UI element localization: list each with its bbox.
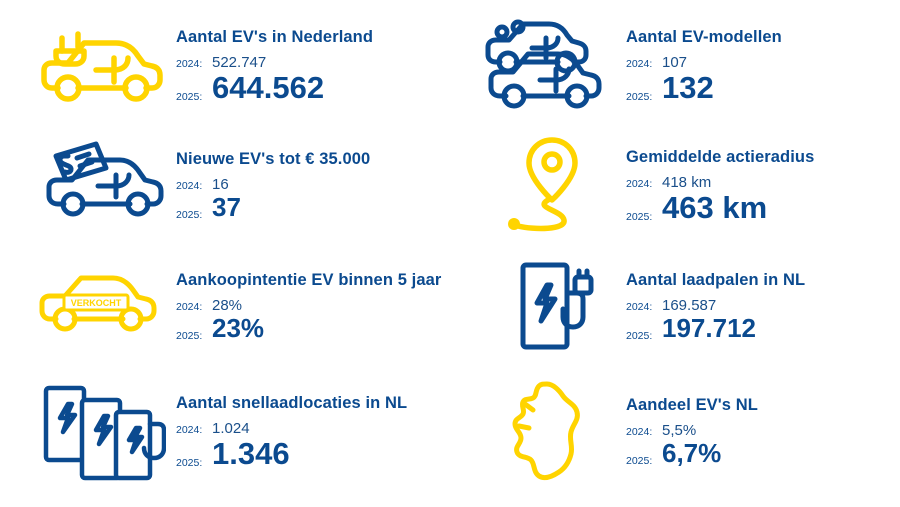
stat-cur-row <box>626 440 758 467</box>
stat-text <box>170 150 370 221</box>
stat-prev-row <box>176 420 407 437</box>
year-prev-label: 2024: <box>626 57 653 70</box>
year-cur-label: 2025: <box>176 208 203 221</box>
stat-cur-value: 6,7% <box>662 438 722 469</box>
stat-cur-value: 37 <box>212 192 241 223</box>
stat-prev-row <box>176 297 441 314</box>
year-prev-label: 2024: <box>626 177 653 190</box>
stat-title: Aandeel EV's NL <box>626 396 758 415</box>
stat-cur-value: 463 km <box>662 189 768 225</box>
route-pin-icon <box>480 132 620 240</box>
stat-prev-value: 169.587 <box>662 297 717 315</box>
stat-title: Gemiddelde actieradius <box>626 147 815 166</box>
stat-prev-row <box>176 54 373 71</box>
year-prev-label: 2024: <box>626 426 653 439</box>
stat-title: Aantal laadpalen in NL <box>626 271 806 290</box>
stat-text <box>170 394 407 471</box>
year-cur-label: 2025: <box>626 329 653 342</box>
stat-text <box>170 271 441 342</box>
stat-cur-row <box>176 435 407 471</box>
stat-cur-value: 644.562 <box>212 69 325 105</box>
year-cur-label: 2025: <box>176 457 203 470</box>
year-cur-label: 2025: <box>626 91 653 104</box>
stat-card-ev-in-nederland <box>0 6 450 126</box>
stat-prev-row <box>626 174 814 191</box>
stat-card-ev-modellen <box>450 6 900 126</box>
stat-card-laadpalen <box>450 246 900 368</box>
stat-cur-value: 197.712 <box>662 313 756 344</box>
stat-text <box>620 148 814 225</box>
two-ev-cars-icon <box>480 12 620 120</box>
stat-cur-value: 1.346 <box>212 435 290 471</box>
price-tag-car-icon <box>30 132 170 240</box>
stat-prev-row <box>626 297 805 314</box>
stat-prev-value: 16 <box>212 176 229 194</box>
stat-prev-value: 28% <box>212 297 243 315</box>
stat-prev-value: 107 <box>662 53 688 71</box>
charging-station-icon <box>480 253 620 361</box>
stat-cur-row <box>176 69 373 105</box>
stat-cur-value: 132 <box>662 69 714 105</box>
stat-text <box>170 28 373 105</box>
stat-card-snellaadlocaties <box>0 368 450 496</box>
netherlands-map-icon <box>480 378 620 486</box>
stat-cur-row <box>626 315 805 342</box>
year-prev-label: 2024: <box>176 301 203 314</box>
stats-grid <box>0 6 900 496</box>
ev-car-plug-icon <box>30 12 170 120</box>
stat-card-actieradius <box>450 126 900 246</box>
stat-title: Nieuwe EV's tot € 35.000 <box>176 150 371 169</box>
stat-title: Aantal snellaadlocaties in NL <box>176 393 408 412</box>
stat-cur-row <box>626 69 782 105</box>
stat-prev-row <box>176 176 370 193</box>
year-cur-label: 2025: <box>626 211 653 224</box>
stat-cur-row <box>176 315 441 342</box>
sold-car-icon <box>30 253 170 361</box>
stat-card-aandeel-evs <box>450 368 900 496</box>
stat-prev-value: 1.024 <box>212 419 250 437</box>
year-prev-label: 2024: <box>176 57 203 70</box>
stat-title: Aankoopintentie EV binnen 5 jaar <box>176 271 442 290</box>
stat-cur-value: 23% <box>212 313 265 344</box>
stat-card-aankoopintentie <box>0 246 450 368</box>
year-prev-label: 2024: <box>176 180 203 193</box>
stat-text <box>620 28 782 105</box>
fast-charging-stations-icon <box>30 378 170 486</box>
stat-title: Aantal EV-modellen <box>626 27 782 46</box>
stat-prev-row <box>626 54 782 71</box>
year-cur-label: 2025: <box>626 454 653 467</box>
year-cur-label: 2025: <box>176 329 203 342</box>
year-cur-label: 2025: <box>176 91 203 104</box>
stat-cur-row <box>626 189 814 225</box>
stat-text <box>620 396 758 467</box>
svg-text:VERKOCHT: VERKOCHT <box>70 298 122 308</box>
stat-title: Aantal EV's in Nederland <box>176 27 374 46</box>
year-prev-label: 2024: <box>176 423 203 436</box>
stat-prev-row <box>626 422 758 439</box>
stat-cur-row <box>176 194 370 221</box>
stat-text <box>620 271 805 342</box>
stat-prev-value: 418 km <box>662 173 712 191</box>
stat-card-nieuwe-evs <box>0 126 450 246</box>
stat-prev-value: 522.747 <box>212 53 267 71</box>
stat-prev-value: 5,5% <box>662 422 697 440</box>
year-prev-label: 2024: <box>626 301 653 314</box>
